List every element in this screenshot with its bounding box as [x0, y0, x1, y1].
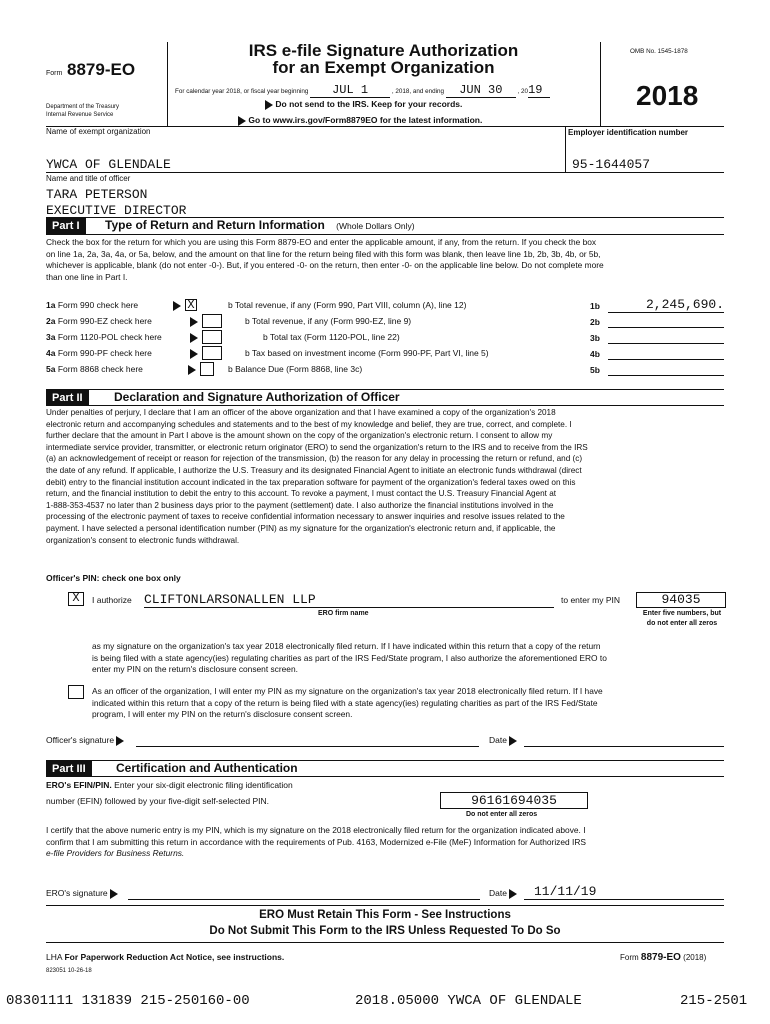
pin-note: Enter five numbers, but do not enter all zeros	[642, 610, 722, 627]
efin-pin-field[interactable]: 96161694035	[440, 792, 588, 809]
arrow-right-icon	[190, 349, 198, 359]
efin-note: Do not enter all zeros	[466, 811, 538, 818]
line-3a: 3a Form 1120-POL check here	[46, 332, 162, 342]
arrow-right-icon	[238, 116, 246, 126]
line-1a: 1a Form 990 check here	[46, 300, 139, 310]
arrow-right-icon	[509, 736, 517, 746]
instruction-keep-records: Do not send to the IRS. Keep for your records.	[265, 99, 462, 110]
part1-tag: Part I	[46, 218, 86, 234]
line-3b-label: b Total tax (Form 1120-POL, line 22)	[263, 332, 400, 342]
ein-value[interactable]: 95-1644057	[572, 157, 651, 172]
form-label: Form	[46, 70, 63, 77]
officer-pin-heading: Officer's PIN: check one box only	[46, 573, 181, 583]
form-8868-checkbox[interactable]	[200, 362, 214, 376]
certification-text: I certify that the above numeric entry is my PIN, which is my signature on the 2018 electronically filed return for the organization indicated above. I confirm that I am submitting this return in accordance with the requirements of Pub. 4163, Modernized e-File (MeF) Information for Authorized IRS e-file Providers for Business Returns.	[46, 825, 586, 859]
form-1120pol-checkbox[interactable]	[202, 330, 222, 344]
ero-signature-label: ERO's signature	[46, 888, 118, 899]
calendar-year-line: For calendar year 2018, or fiscal year beginning JUL 1 , 2018, and ending JUN 30 , 2019	[175, 83, 550, 98]
officer-label: Name and title of officer	[46, 174, 131, 183]
print-id-middle: 2018.05000 YWCA OF GLENDALE	[355, 993, 582, 1009]
part2-title: Declaration and Signature Authorization of Officer	[114, 390, 400, 404]
officer-signature-field[interactable]	[136, 746, 479, 747]
line-2b-number: 2b	[590, 317, 600, 327]
ero-date-label: Date	[489, 888, 517, 899]
retain-notice: ERO Must Retain This Form - See Instructions	[259, 909, 511, 921]
arrow-right-icon	[509, 889, 517, 899]
line-1b-value[interactable]: 2,245,690.	[608, 297, 724, 313]
print-id-right: 215-2501	[680, 993, 748, 1009]
authorize-prefix: I authorize	[92, 595, 132, 605]
omb-number: OMB No. 1545-1878	[630, 48, 688, 55]
fiscal-end-field[interactable]: JUN 30	[446, 83, 516, 98]
line-4b-value[interactable]	[608, 345, 724, 360]
ero-signature-field[interactable]	[128, 899, 480, 900]
tax-year: 2018	[636, 80, 699, 111]
option2-text: As an officer of the organization, I will enter my PIN as my signature on the organization's tax year 2018 electronically filed return. If I have indicated within this return that a copy of the return is being filed with a state agency(ies) regulating charities as part of the IRS Fed/State program, I will enter my PIN on the return's disclosure consent screen.	[92, 686, 603, 720]
line-4b-label: b Tax based on investment income (Form 990-PF, Part VI, line 5)	[245, 348, 489, 358]
ero-date-field[interactable]: 11/11/19	[524, 884, 724, 900]
form-title-line2: for an Exempt Organization	[272, 58, 495, 77]
line-3b-value[interactable]	[608, 329, 724, 344]
arrow-right-icon	[265, 100, 273, 110]
part1-instructions: Check the box for the return for which you are using this Form 8879-EO and enter the applicable amount, if any, from the return. If you check the box on line 1a, 2a, 3a, 4a, or 5a, below, and the amount on that line for the return being filed with this form was blank, then leave line 1b, 2b, 3b, 4b, or 5b, whichever is applicable, blank (do not enter -0-). But, if you entered -0- on the return, then enter -0- on the applicable line below. Do not complete more than one line in Part I.	[46, 237, 604, 282]
part3-tag: Part III	[46, 761, 92, 777]
paperwork-notice: LHA For Paperwork Reduction Act Notice, see instructions.	[46, 952, 285, 962]
part1-title: Type of Return and Return Information (Whole Dollars Only)	[105, 218, 415, 232]
dept-line2: Internal Revenue Service	[46, 112, 114, 118]
line-1b-label: b Total revenue, if any (Form 990, Part VIII, column (A), line 12)	[228, 300, 467, 310]
print-id-left: 08301111 131839 215-250160-00	[6, 993, 250, 1009]
form-code: 823051 10-26-18	[46, 968, 92, 974]
org-name-value[interactable]: YWCA OF GLENDALE	[46, 157, 171, 172]
form-990pf-checkbox[interactable]	[202, 346, 222, 360]
line-4b-number: 4b	[590, 349, 600, 359]
officer-signature-label: Officer's signature	[46, 735, 124, 746]
line-1b-number: 1b	[590, 301, 600, 311]
efin-instruction-line1: ERO's EFIN/PIN. Enter your six-digit electronic filing identification	[46, 780, 293, 790]
line-2a: 2a Form 990-EZ check here	[46, 316, 152, 326]
part2-tag: Part II	[46, 390, 89, 406]
arrow-right-icon	[173, 301, 181, 311]
option1-text: as my signature on the organization's tax year 2018 electronically filed return. If I have indicated within this return that a copy of the return is being filed with a state agency(ies) regulating charities as part of the IRS Fed/State program, I also authorize the aforementioned ERO to enter my PIN on the return's disclosure consent screen.	[92, 641, 607, 675]
officer-title[interactable]: EXECUTIVE DIRECTOR	[46, 203, 187, 218]
fiscal-year-field[interactable]: 19	[528, 83, 550, 98]
arrow-right-icon	[190, 333, 198, 343]
ero-authorize-checkbox[interactable]: X	[68, 592, 84, 606]
form-title-line1: IRS e-file Signature Authorization	[248, 41, 519, 60]
efin-instruction-line2: number (EFIN) followed by your five-digit self-selected PIN.	[46, 796, 269, 806]
form-990ez-checkbox[interactable]	[202, 314, 222, 328]
officer-enter-pin-checkbox[interactable]	[68, 685, 84, 699]
officer-date-field[interactable]	[524, 746, 724, 747]
arrow-right-icon	[190, 317, 198, 327]
line-5b-number: 5b	[590, 365, 600, 375]
officer-name[interactable]: TARA PETERSON	[46, 187, 148, 202]
line-5a: 5a Form 8868 check here	[46, 364, 143, 374]
dept-line1: Department of the Treasury	[46, 104, 120, 110]
form-number: 8879-EO	[67, 60, 136, 79]
line-2b-value[interactable]	[608, 313, 724, 328]
ein-label: Employer identification number	[568, 128, 689, 137]
line-5b-label: b Balance Due (Form 8868, line 3c)	[228, 364, 363, 374]
do-not-submit-notice: Do Not Submit This Form to the IRS Unless Requested To Do So	[209, 925, 561, 937]
arrow-right-icon	[116, 736, 124, 746]
instruction-website: Go to www.irs.gov/Form8879EO for the latest information.	[238, 115, 482, 126]
line-2b-label: b Total revenue, if any (Form 990-EZ, line 9)	[245, 316, 412, 326]
form-990-checkbox[interactable]: X	[185, 299, 197, 311]
fiscal-begin-field[interactable]: JUL 1	[310, 83, 390, 98]
line-4a: 4a Form 990-PF check here	[46, 348, 152, 358]
ero-firm-name-label: ERO firm name	[318, 610, 369, 617]
ero-firm-name-field[interactable]: CLIFTONLARSONALLEN LLP	[144, 592, 554, 608]
line-3b-number: 3b	[590, 333, 600, 343]
part3-title: Certification and Authentication	[116, 761, 298, 775]
to-enter-pin-label: to enter my PIN	[561, 595, 621, 605]
part2-declaration: Under penalties of perjury, I declare that I am an officer of the above organization and that I have examined a copy of the organization's 2018 electronic return and accompanying schedules and statements and to the best of my knowledge and belief, they are true, correct, and complete. I further declare that the amount in Part I above is the amount shown on the copy of the organization's electronic return. I consent to allow my intermediate service provider, transmitter, or electronic return originator (ERO) to send the organization's return to the IRS and to receive from the IRS (a) an acknowledgement of receipt or reason for rejection of the transmission, (b) the reason for any delay in processing the return or refund, and (c) the date of any refund. If applicable, I authorize the U.S. Treasury and its designated Financial Agent to initiate an electronic funds withdrawal (direct debit) entry to the financial institution account indicated in the tax preparation software for payment of the organization's federal taxes owed on this return, and the financial institution to debit the entry to this account. To revoke a payment, I must contact the U.S. Treasury Financial Agent at 1-888-353-4537 no later than 2 business days prior to the payment (settlement) date. I also authorize the financial institutions involved in the processing of the electronic payment of taxes to receive confidential information necessary to answer inquiries and resolve issues related to the payment. I have selected a personal identification number (PIN) as my signature for the organization's electronic return and, if applicable, the organization's consent to electronic funds withdrawal.	[46, 408, 588, 545]
org-name-label: Name of exempt organization	[46, 127, 151, 136]
arrow-right-icon	[188, 365, 196, 375]
arrow-right-icon	[110, 889, 118, 899]
officer-pin-field[interactable]: 94035	[636, 592, 726, 608]
form-reference: Form 8879-EO (2018)	[620, 952, 707, 963]
line-5b-value[interactable]	[608, 361, 724, 376]
officer-date-label: Date	[489, 735, 517, 746]
